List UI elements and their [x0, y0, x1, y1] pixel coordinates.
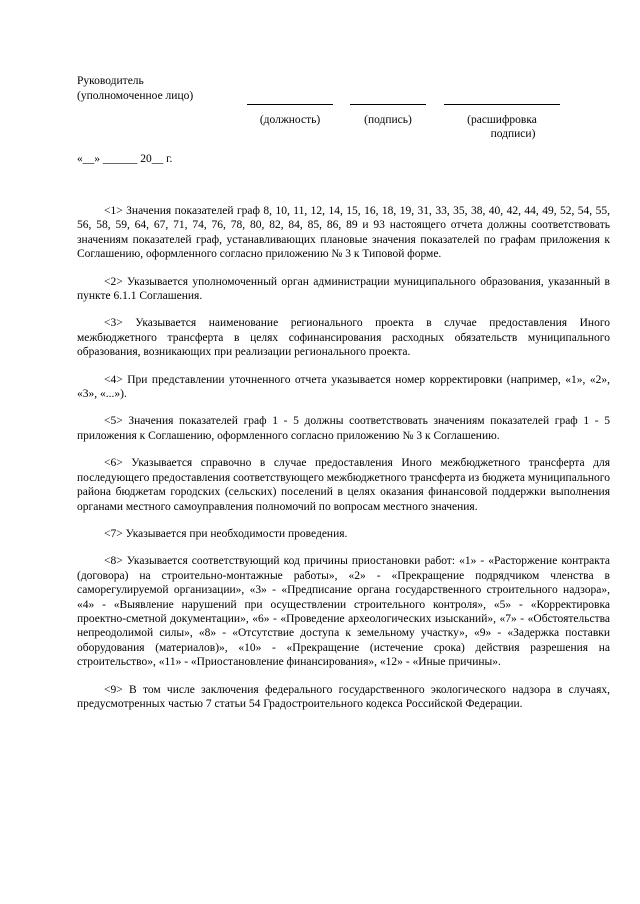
footnote-3: <3> Указывается наименование регионального проекта в случае предоставления Иного межбюджетного трансферта в целях софинансирования расходных обязательств муниципального образования, возникающих при реализации регионального проекта. — [77, 317, 610, 359]
footnote-9: <9> В том числе заключения федерального государственного экологического надзора в случаях, предусмотренных частью 7 статьи 54 Градостроительного кодекса Российской Федерации. — [77, 683, 610, 710]
signer-title: Руководитель — [77, 75, 144, 87]
footnote-5: <5> Значения показателей граф 1 - 5 должны соответствовать значениям показателей граф 1 - 5 приложения к Соглашению, оформленного согласно приложению № 3 к Соглашению. — [77, 415, 610, 442]
decode-signature-line — [444, 104, 560, 105]
footnote-6: <6> Указывается справочно в случае предоставления Иного межбюджетного трансферта для последующего предоставления соответствующего межбюджетного трансферта из бюджета муниципального района бюджетам городских (сельских) поселений в целях оказания финансовой поддержки выполнения органами местного самоуправления полномочий по вопросам местного значения. — [77, 457, 610, 513]
sign-caption: (подпись) — [364, 114, 412, 126]
decode-caption-line1: (расшифровка — [467, 114, 537, 126]
decode-caption — [444, 113, 560, 141]
signer-subtitle: (уполномоченное лицо) — [77, 90, 194, 102]
position-signature-line — [247, 104, 333, 105]
footnotes — [77, 204, 610, 724]
footnote-2: <2> Указывается уполномоченный орган администрации муниципального образования, указанный в пункте 6.1.1 Соглашения. — [77, 275, 610, 303]
footnote-8: <8> Указывается соответствующий код причины приостановки работ: «1» - «Расторжение контракта (договора) на строительно-монтажные работы», «2» - «Прекращение подрядчиком членства в саморегулируемой организации», «3» - «Предписание органа государственного строительного надзора», «4» - «Выявление нарушений при осуществлении строительного контроля», «5» - «Корректировка проектно-сметной документации», «6» - «Проведение археологических изысканий», «7» - «Обстоятельства непреодолимой силы», «8» - «Отсутствие доступа к земельному участку», «9» - «Задержка поставки оборудования (материалов)», «10» - «Прекращение (истечение срока) действия разрешения на строительство», «11» - «Приостановление финансирования», «12» - «Иные причины». — [77, 555, 610, 669]
sign-signature-line — [350, 104, 426, 105]
date-line: «__» ______ 20__ г. — [77, 153, 173, 165]
footnote-1: <1> Значения показателей граф 8, 10, 11, 12, 14, 15, 16, 18, 19, 31, 33, 35, 38, 40, 42, 44, 49, 52, 54, 55, 56, 58, 59, 64, 67, 71, 74, 76, 78, 80, 82, 84, 85, 86, 89 и 93 настоящего отчета должны соответствовать значениям показателей граф, устанавливающих плановые значения показателей по графам приложения к Соглашению, оформленного согласно приложению № 3 к Типовой форме. — [77, 205, 610, 261]
footnote-4: <4> При представлении уточненного отчета указывается номер корректировки (например, «1», «2», «3», «...»). — [77, 373, 610, 401]
footnote-7: <7> Указывается при необходимости проведения. — [104, 527, 348, 540]
decode-caption-line2: подписи) — [490, 128, 536, 140]
position-caption: (должность) — [259, 114, 321, 126]
